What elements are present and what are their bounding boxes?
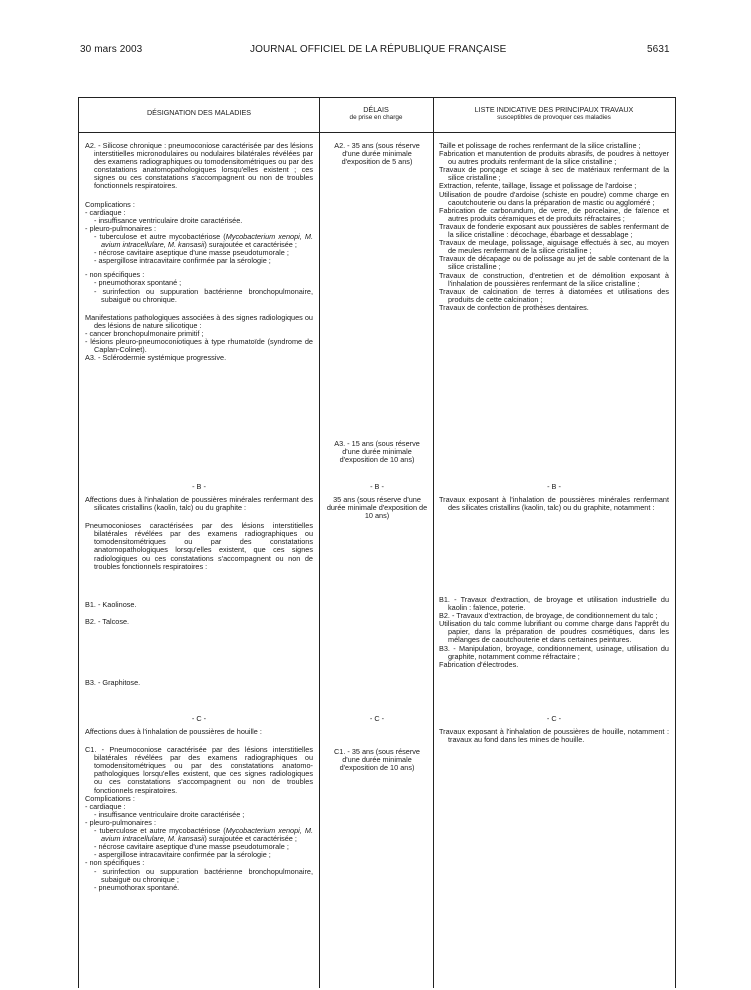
section-c-marker: - C - [191,714,207,723]
column-header-travaux [433,106,675,122]
a2-necrose: - nécrose cavitaire aseptique d'une masse pseudotumorale ; [94,248,289,258]
a2-pleuro: - pleuro-pulmonaires : [85,223,156,233]
a2-travaux-item: Travaux de meulage, polissage, aiguisage effectués à sec, au moyen de meules renfermant de la silice cristalline ; [439,238,669,256]
a3-delai: A3. - 15 ans (sous réserve d'une durée minimale d'exposition de 10 ans) [334,439,420,465]
b-pneumoconioses: Pneumoconioses caractérisées par des lésions interstitielles bilatérales révélées par des examens radiographiques ou tomodensitométriques ou par des constatations anatomopathologiques lorsqu'elles existent, que ces signes radiologiques ou ces constatations s'accompagnent ou non de troubles fonctionnels respiratoires : [85,521,313,571]
c-travaux-text: Travaux exposant à l'inhalation de poussières de houille, notamment : travaux au fond dans les mines de houille. [439,727,669,745]
c-designation-block [85,728,313,892]
c-pleuro: - pleuro-pulmonaires : [85,817,156,827]
travaux-title: LISTE INDICATIVE DES PRINCIPAUX TRAVAUX [474,105,634,114]
a2-travaux-item: Travaux de calcination de terres à diatomées et utilisations des produits de cette calcination ; [439,286,669,304]
a2-travaux-item: Utilisation de poudre d'ardoise (schiste en poudre) comme charge en caoutchouterie ou dans la préparation de mastic ou aggloméré ; [439,189,669,207]
travaux-subtitle: susceptibles de provoquer ces maladies [497,114,611,121]
c-non-specifiques: - non spécifiques : [85,858,145,868]
b3-travaux: B3. - Manipulation, broyage, conditionnement, usinage, utilisation du graphite, notamment comme réfractaire ; [439,643,669,661]
a3-designation: A3. - Sclérodermie systémique progressive. [85,353,227,363]
c1-delai: C1. - 35 ans (sous réserve d'une durée minimale d'exposition de 10 ans) [334,747,420,773]
a2-cancer: - cancer bronchopulmonaire primitif ; [85,328,204,338]
a2-travaux-item: Taille et polissage de roches renfermant de la silice cristalline ; [439,141,641,150]
column-header-delais [319,106,433,122]
a2-surinfection: - surinfection ou suppuration bactérienne bronchopulmonaire, subaiguë ou chronique. [94,286,313,304]
delais-title: DÉLAIS [363,105,389,114]
a2-non-specifiques: - non spécifiques : [85,270,145,280]
b-travaux-list [439,596,669,669]
section-b-marker: - B - [192,482,206,491]
a2-lesions-pleuro: - lésions pleuro-pneumoconiotiques à type rhumatoïde (syndrome de Caplan-Colinet). [85,336,313,355]
header-date: 30 mars 2003 [80,44,143,55]
a2-complications: Complications : [85,199,135,209]
a2-travaux-item: Extraction, refente, taillage, lissage et polissage de l'ardoise ; [439,181,637,191]
column-header-designation: DÉSIGNATION DES MALADIES [146,108,252,117]
c1-designation: C1. - Pneumoconiose caractérisée par des lésions interstitielles bilatérales révélées par des examens radiographiques ou tomodensitométriques ou par des constatations anatomo-pathologiques lorsqu'elles existent, que ces signes radiologiques ou ces constatations s'accompagnent ou non de troubles fonctionnels respiratoires. [85,745,313,795]
a2-travaux-item: Travaux de décapage ou de polissage au jet de sable contenant de la silice cristalline ; [439,254,669,272]
b2-designation: B2. - Talcose. [85,617,130,626]
journal-title: JOURNAL OFFICIEL DE LA RÉPUBLIQUE FRANÇAISE [250,44,507,55]
b-travaux-intro-text: Travaux exposant à l'inhalation de poussières minérales renfermant des silicates cristallins (kaolin, talc) ou du graphite, notamment : [439,495,669,513]
a2-manifestations: Manifestations pathologiques associées à des signes radiologiques ou des lésions de nature silicotique : [85,312,313,330]
a2-delai: A2. - 35 ans (sous réserve d'une durée minimale d'exposition de 5 ans) [334,141,420,167]
section-b-marker-travaux: - B - [547,482,561,491]
a2-travaux-item: Fabrication de carborundum, de verre, de porcelaine, de faïence et autres produits céramiques et de produits réfractaires ; [439,205,669,223]
b3-travaux-electrodes: Fabrication d'électrodes. [439,659,519,669]
c-cardiaque: - cardiaque : [85,801,126,811]
a2-travaux-list [439,142,669,312]
b1-travaux: B1. - Travaux d'extraction, de broyage et utilisation industrielle du kaolin : faïence, poterie. [439,595,669,613]
b-delai: 35 ans (sous réserve d'une durée minimale d'exposition de 10 ans) [326,495,428,521]
b2-travaux: B2. - Travaux d'extraction, de broyage, de conditionnement du talc ; [439,611,658,621]
c-aspergillose: - aspergillose intracavitaire confirmée par la sérologie ; [94,850,271,860]
section-c-marker-travaux: - C - [546,714,562,723]
b-travaux-intro [439,496,669,512]
c-complications: Complications : [85,793,135,803]
c-designation: Affections dues à l'inhalation de poussières de houille : [85,727,262,736]
a2-tuberculose: - tuberculose et autre mycobactériose (Mycobacterium xenopi, M. avium intracellulare, M. kansasii) surajoutée et caractérisée ; [94,231,313,250]
c-insuffisance: - insuffisance ventriculaire droite caractérisée ; [94,809,245,819]
header-rule [79,132,675,133]
b3-designation: B3. - Graphitose. [85,678,141,687]
a2-travaux-item: Travaux de ponçage et sciage à sec de matériaux renfermant de la silice cristalline ; [439,165,669,183]
c-necrose: - nécrose cavitaire aseptique d'une masse pseudotumorale ; [94,842,289,852]
c-tuberculose: - tuberculose et autre mycobactériose (Mycobacterium xenopi, M. avium intracellulare, M. kansasii) surajoutée et caractérisée ; [94,826,313,844]
section-c-marker-delai: - C - [369,714,385,723]
a2-pneumothorax: - pneumothorax spontané ; [94,278,182,288]
designation-column [85,142,313,362]
a2-insuffisance: - insuffisance ventriculaire droite caractérisée. [94,215,243,225]
column-divider [433,98,434,988]
b2-travaux-utilisation: Utilisation du talc comme lubrifiant ou comme charge dans l'apprêt du papier, dans la préparation de poudres cosmétiques, dans les mélanges de caoutchouterie et dans certaines peintures. [439,619,669,645]
a2-travaux-item: Travaux de confection de prothèses dentaires. [439,302,589,312]
b-designation: Affections dues à l'inhalation de poussières minérales renfermant des silicates cristallins (kaolin, talc) ou du graphite : [85,495,313,513]
c-pneumothorax: - pneumothorax spontané. [94,882,180,892]
a2-travaux-item: Fabrication et manutention de produits abrasifs, de poudres à nettoyer ou autres produits renfermant de la silice cristalline ; [439,149,669,167]
c-travaux [439,728,669,744]
a2-travaux-item: Travaux de fonderie exposant aux poussières de sables renfermant de la silice cristalline : décochage, ébarbage et dessablage ; [439,221,669,240]
page-number: 5631 [647,44,670,55]
a2-cardiaque: - cardiaque : [85,207,126,217]
disease-table [78,97,676,988]
section-b-marker-delai: - B - [370,482,384,491]
a2-travaux-item: Travaux de construction, d'entretien et de démolition exposant à l'inhalation de poussières renfermant de la silice cristalline ; [439,270,669,288]
delais-subtitle: de prise en charge [349,114,403,121]
a2-aspergillose: - aspergillose intracavitaire confirmée par la sérologie ; [94,256,271,266]
c-surinfection: - surinfection ou suppuration bactérienne bronchopulmonaire, subaiguë ou chronique ; [94,866,313,884]
b-designation-block [85,496,313,571]
a2-designation: A2. - Silicose chronique : pneumoconiose caractérisée par des lésions interstitielles micronodulaires ou nodulaires bilatérales révélées par des examens radiographiques ou tomodensitométriques ou par des constatations anatomopathologiques lorsqu'elles existent ; ces signes ou ces constatations s'accompagnent ou non de troubles fonctionnels respiratoires. [85,141,313,191]
b1-designation: B1. - Kaolinose. [85,600,137,609]
column-divider [319,98,320,988]
